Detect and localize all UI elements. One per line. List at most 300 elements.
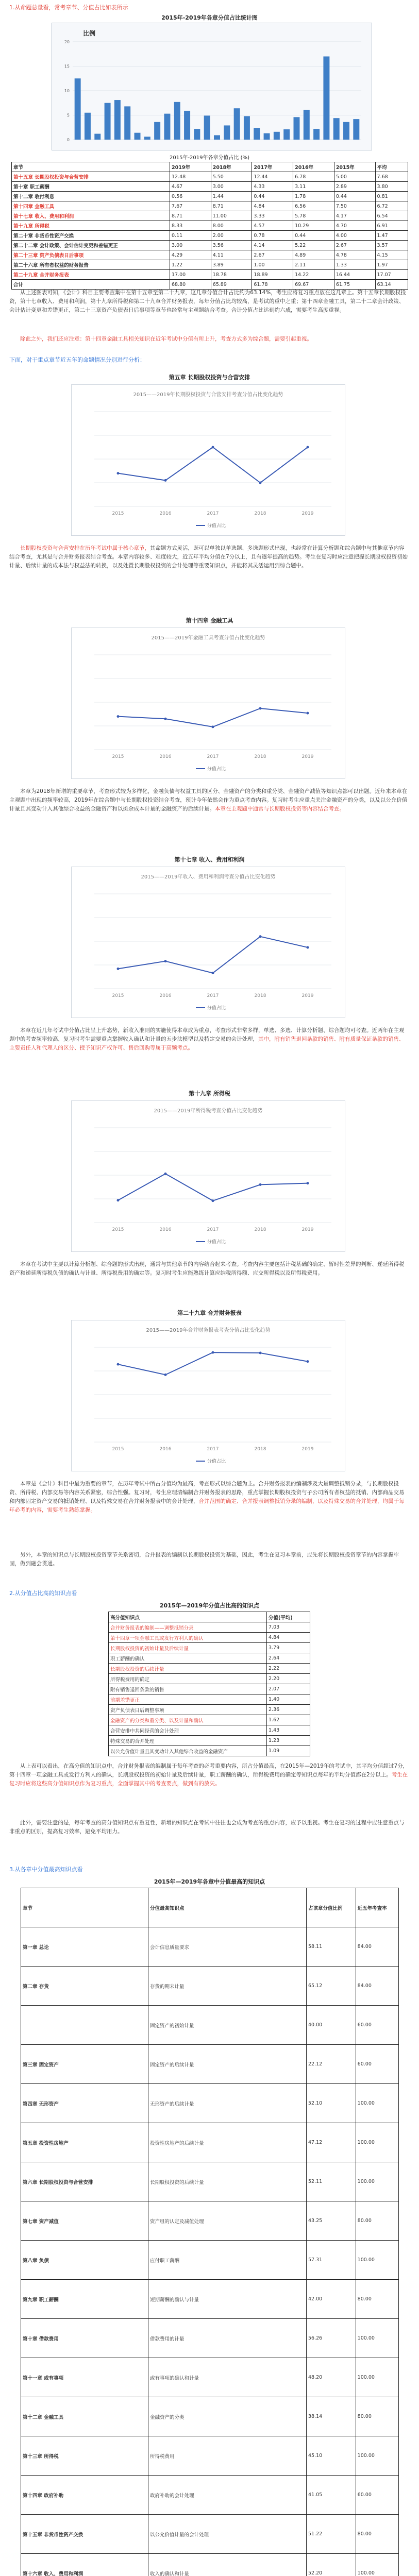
table-row: [21, 2397, 399, 2436]
x-tick-label: 2016: [159, 1447, 172, 1452]
table-cell: 100.00: [356, 2241, 398, 2280]
table-cell: 4.57: [252, 221, 293, 231]
table-cell: 第十四章一项金融工具或发行方利人的确认: [109, 1633, 267, 1643]
table-cell: 58.11: [307, 1927, 356, 1967]
table-cell: 第二章 存货: [21, 1967, 148, 2006]
table-cell: 以公允价值计量的会计处理: [148, 2515, 307, 2554]
table-cell: 第五章 投资性房地产: [21, 2123, 148, 2162]
table2-caption: 2015年—2019年分值占比高的知识点: [159, 1602, 260, 1609]
ch19-point: [164, 1173, 167, 1175]
table-cell: 1.78: [293, 192, 334, 201]
intro-line: 1.从命题总量看，常考章节、分值占比如表所示: [9, 4, 128, 11]
table-cell: 47.12: [307, 2123, 356, 2162]
table-cell: 所得税费用的确定: [109, 1674, 267, 1684]
table-row: [21, 2241, 399, 2280]
table-cell: 1.62: [267, 1715, 310, 1725]
table-cell: 7.03: [267, 1622, 310, 1633]
table-cell: 5.50: [211, 172, 252, 182]
bar: [135, 133, 141, 140]
y-tick-label: 10: [64, 89, 70, 93]
ch14-series-line: [118, 708, 308, 727]
table-row: [21, 2045, 399, 2084]
x-tick-label: 2015: [112, 1227, 124, 1232]
ch14-point: [212, 725, 214, 728]
table-cell: 1.23: [267, 1736, 310, 1746]
table-row: [12, 192, 408, 201]
y-tick-label: 20: [64, 40, 70, 44]
table-cell: 第九章 职工薪酬: [21, 2280, 148, 2319]
table-header-cell: 2017年: [252, 162, 293, 172]
table-cell: 52.10: [307, 2084, 356, 2123]
table-header-cell: 占该章分值比例: [307, 1888, 356, 1927]
ch17-point: [164, 960, 167, 962]
table-cell: 5.22: [293, 241, 334, 250]
table-cell: 3.11: [293, 182, 334, 192]
bar: [224, 125, 230, 140]
table-cell: 第十五章 非货币性资产交换: [21, 2515, 148, 2554]
table-header-cell: 2016年: [293, 162, 334, 172]
table-cell: 合营安排中共同经营的会计处理: [109, 1725, 267, 1736]
table-cell: 60.00: [356, 2476, 398, 2515]
table-row: [109, 1725, 310, 1736]
table-cell: 第十四章 政府补助: [21, 2476, 148, 2515]
table-cell: 1.22: [170, 260, 211, 270]
table-cell: 第七章 资产减值: [21, 2201, 148, 2241]
table-cell: 资产组的认定及减值处理: [148, 2201, 307, 2241]
ch29-point: [164, 1374, 167, 1376]
table-cell: 8.33: [170, 221, 211, 231]
table-cell: 资产负债表日后调整事项: [109, 1705, 267, 1715]
section2-line: 2.从分值占比高的知识点看: [9, 1590, 77, 1597]
table-cell: 收入的确认和计量: [148, 2554, 307, 2576]
ch29-legend-label: 分值占比: [207, 1459, 226, 1464]
table-cell: 60.00: [356, 2045, 398, 2084]
ch29-chart: [71, 1320, 345, 1471]
top-chart: [52, 23, 372, 150]
ch5-chart-title: 2015——2019年长期股权投资与合营安排考查分值占比变化趋势: [133, 392, 283, 398]
table-cell: 2.20: [267, 1674, 310, 1684]
ch14-caption: 第十四章 金融工具: [186, 617, 233, 624]
table-row: [21, 2280, 399, 2319]
table-cell: 所得税费用: [148, 2436, 307, 2476]
table-cell: 43.25: [307, 2201, 356, 2241]
table-header-row: [21, 1888, 399, 1927]
ch14-point: [259, 707, 262, 709]
x-tick-label: 2016: [159, 993, 172, 998]
table-header-cell: 2019年: [170, 162, 211, 172]
table-row: [109, 1633, 310, 1643]
table-cell: 3.00: [211, 182, 252, 192]
bar: [293, 117, 299, 140]
table-cell: 长期股权投资的后续计量: [109, 1664, 267, 1674]
ch19-chart-title: 2015——2019年所得税考查分值占比变化趋势: [154, 1108, 263, 1114]
table-row: [21, 2476, 399, 2515]
y-tick-label: 15: [64, 64, 70, 69]
table-cell: 4.78: [334, 250, 375, 260]
table-cell: 100.00: [356, 2123, 398, 2162]
table-row: [109, 1684, 310, 1694]
x-tick-label: 2015: [112, 993, 124, 998]
table-cell: 第十四章 金融工具: [12, 201, 170, 211]
x-tick-label: 2016: [159, 511, 172, 516]
bar: [204, 115, 210, 140]
table-cell: 7.50: [334, 201, 375, 211]
table-cell: 1.43: [267, 1725, 310, 1736]
ch5-point: [212, 446, 214, 449]
x-tick-label: 2015: [112, 1447, 124, 1452]
ch17-point: [212, 972, 214, 974]
table-cell: 10.29: [293, 221, 334, 231]
table-cell: 第十二章 收付利息: [12, 192, 170, 201]
bar: [323, 57, 329, 140]
table-cell: 第十七章 收入、费用和利润: [12, 211, 170, 221]
ch29-paragraph-2: 另外，本章的知识点与长期股权投资章节关系密切，合并报表的编制以长期股权投资为基础，因此，考生在复习本章前，应先将长期股权投资章节的内容掌握牢固，做到融会贯通。: [9, 1552, 399, 1567]
bar: [85, 113, 91, 140]
ch5-point: [259, 482, 262, 484]
table-cell: 41.05: [307, 2476, 356, 2515]
table-cell: 4.67: [170, 182, 211, 192]
x-tick-label: 2017: [207, 754, 219, 759]
table-cell: 42.00: [307, 2280, 356, 2319]
table-row: [12, 280, 408, 290]
bar: [274, 132, 280, 140]
table-row: [12, 182, 408, 192]
table-cell: 4.84: [252, 201, 293, 211]
table-cell: 65.89: [211, 280, 252, 290]
ch5-point: [117, 472, 120, 474]
table-cell: 6.72: [375, 201, 408, 211]
table-cell: 1.33: [334, 260, 375, 270]
table-cell: 1.09: [267, 1746, 310, 1756]
table-cell: 18.89: [252, 270, 293, 280]
ch14-point: [307, 712, 309, 715]
ch17-chart-title: 2015——2019年收入、费用和利润考查分值占比变化趋势: [141, 874, 276, 880]
ch29-series-line: [118, 1352, 308, 1375]
bar: [194, 129, 200, 140]
table-cell: 第十二章 金融工具: [21, 2397, 148, 2436]
table-cell: 第二十九章 合并财务报表: [12, 270, 170, 280]
table-row: [109, 1664, 310, 1674]
table-cell: 固定资产的初始计量: [148, 2006, 307, 2045]
table-cell: 65.12: [307, 1967, 356, 2006]
ch17-legend-label: 分值占比: [207, 1006, 226, 1011]
table-row: [12, 260, 408, 270]
table-cell: 第三章 固定资产: [21, 2045, 148, 2084]
ch19-paragraph: 本章在考试中主要以计算分析题、综合题的形式出现，通常与其他章节的内容结合起来考查。考查内容主要包括计税基础的确定、暂时性差异的判断、递延所得税资产和递延所得税负债的确认与计量、所得税费用的确定等。复习时考生应能熟练计算应纳税所得额、应交所得税以及所得税费用。: [9, 1261, 405, 1276]
y-tick-label: 0: [66, 138, 70, 142]
bar: [214, 135, 220, 140]
x-tick-label: 2018: [254, 1447, 266, 1452]
bar: [283, 129, 290, 140]
table-cell: 4.70: [334, 221, 375, 231]
table-cell: 57.31: [307, 2241, 356, 2280]
table-cell: 金融资产的分类和重分类、以及计量和确认: [109, 1715, 267, 1725]
ch29-point: [117, 1363, 120, 1366]
bar: [174, 102, 180, 140]
table-cell: 4.29: [170, 250, 211, 260]
table-cell: 第十章 职工薪酬: [12, 182, 170, 192]
table-cell: 8.71: [170, 211, 211, 221]
table-cell: 6.56: [293, 201, 334, 211]
table-cell: 第十一章 或有事项: [21, 2358, 148, 2397]
table-row: [109, 1736, 310, 1746]
ch5-chart-svg: [72, 385, 345, 535]
table-cell: 第四章 无形资产: [21, 2084, 148, 2123]
x-tick-label: 2019: [301, 1447, 314, 1452]
table-row: [21, 2084, 399, 2123]
table-cell: 7.68: [375, 172, 408, 182]
table-cell: 1.97: [375, 260, 408, 270]
table-cell: 投资性房地产的后续计量: [148, 2123, 307, 2162]
table-row: [12, 211, 408, 221]
bar: [154, 122, 160, 140]
table-row: [21, 2319, 399, 2358]
table-row: [109, 1705, 310, 1715]
table-row: [21, 2436, 399, 2476]
table-row: [21, 1927, 399, 1967]
table-cell: 48.20: [307, 2358, 356, 2397]
table-cell: 4.33: [252, 182, 293, 192]
table-cell: 5.00: [334, 172, 375, 182]
table-cell: 0.56: [170, 192, 211, 201]
table-cell: 3.56: [211, 241, 252, 250]
ch19-chart: [71, 1100, 345, 1252]
ch14-chart-title: 2015——2019年金融工具考查分值占比变化趋势: [151, 635, 265, 641]
table-cell: 60.00: [356, 2006, 398, 2045]
ch14-chart: [71, 628, 345, 779]
section-lead: 下面，对于重点章节近五年的命题情况分别进行分析：: [9, 357, 145, 363]
table-cell: 会计信息质量要求: [148, 1927, 307, 1967]
table-cell: 22.12: [307, 2045, 356, 2084]
ch14-legend-label: 分值占比: [207, 767, 226, 772]
table-row: [21, 2162, 399, 2201]
table-row: [21, 2515, 399, 2554]
table-cell: 2.89: [334, 182, 375, 192]
table-cell: 3.33: [252, 211, 293, 221]
section2-paragraph: 从上表可以看出，在高分值的知识点中，合并财务报表的编制属于每年考查的必考重要内容，所占分值最高，在2015年—2019年的考试中，其平均分值超过7分，第十四章一项金融工具或发行方利人的确认，长期股权投资的初始计量及后续计量，职工薪酬的确认，所得税费用的确定等知识点每年的平均分值都在2分以上。考生在复习时应将这些高分值知识点作为复习重点，全面掌握其中的考查要点，做到有的放矢。: [9, 1763, 409, 1787]
table-cell: 68.80: [170, 280, 211, 290]
table-cell: 52.11: [307, 2162, 356, 2201]
table-cell: 金融资产的分类: [148, 2397, 307, 2436]
table-cell: 17.00: [170, 270, 211, 280]
x-tick-label: 2019: [301, 754, 314, 759]
table-cell: 100.00: [356, 2436, 398, 2476]
table-row: [12, 221, 408, 231]
table-cell: 长期股权投资的初始计量及后续计量: [109, 1643, 267, 1653]
table-row: [21, 2123, 399, 2162]
table-cell: 4.11: [211, 250, 252, 260]
ch17-chart: [71, 867, 345, 1018]
ch17-series-line: [118, 937, 308, 973]
table-cell: 17.07: [375, 270, 408, 280]
table-cell: 80.00: [356, 2280, 398, 2319]
table-cell: 84.00: [356, 1927, 398, 1967]
top-chart-svg: [52, 23, 372, 150]
table-cell: 应付职工薪酬: [148, 2241, 307, 2280]
table-cell: 12.44: [252, 172, 293, 182]
ch5-point: [307, 446, 309, 449]
bar: [94, 134, 100, 140]
x-tick-label: 2016: [159, 1227, 172, 1232]
bar: [234, 108, 240, 140]
table-cell: 3.57: [375, 241, 408, 250]
ch5-paragraph: 长期股权投资与合营安排在历年考试中属于核心章节，其命题方式灵活，既可以单独以单选题、多选题形式出现，也经常在计算分析题和综合题中与其他章节内容结合考查，尤其是与合并财务报表结合考查。本章内容较多、难度较大，近五年平均分值在7分以上，且有逐年提高的趋势。考生在复习时应注意把握长期股权投资初始计量、后续计量的成本法与权益法的转换，以及处置长期股权投资的会计处理等重要知识点，并能将其灵活运用到综合题中。: [9, 545, 408, 569]
table-header-cell: 2015年: [334, 162, 375, 172]
table-header-cell: 章节: [12, 162, 170, 172]
table-cell: 第八章 负债: [21, 2241, 148, 2280]
ch17-caption: 第十七章 收入、费用和利润: [174, 856, 245, 863]
table-cell: 7.67: [170, 201, 211, 211]
table-cell: 2.67: [252, 250, 293, 260]
table-cell: 100.00: [356, 2162, 398, 2201]
table-cell: 1.47: [375, 231, 408, 241]
table-cell: 第二十六章 所有者权益的财务报告: [12, 260, 170, 270]
ch29-chart-title: 2015——2019年合并财务报表考查分值占比变化趋势: [146, 1328, 271, 1333]
bar: [254, 128, 260, 140]
table-row: [21, 2554, 399, 2576]
table-row: [109, 1643, 310, 1653]
table-row: [109, 1694, 310, 1705]
table-cell: 16.44: [334, 270, 375, 280]
table-cell: 借款费用的计量: [148, 2319, 307, 2358]
table1-caption: 2015年-2019年各章分值占比 (%): [170, 155, 249, 161]
table-cell: 2.22: [267, 1664, 310, 1674]
table-cell: 52.20: [307, 2554, 356, 2576]
top-chart-legend: 比例: [83, 30, 96, 37]
table-cell: 长期股权投资的后续计量: [148, 2162, 307, 2201]
table-row: [12, 172, 408, 182]
table-cell: 2.11: [293, 260, 334, 270]
table-cell: 0.11: [170, 231, 211, 241]
table-cell: 38.14: [307, 2397, 356, 2436]
table-cell: 0.44: [252, 192, 293, 201]
ch17-paragraph: 本章在近几年考试中分值占比呈上升态势，新收入准则的实施使得本章成为重点，考查形式非常多样，单选、多选、计算分析题、综合题均可考查。近两年在主观题中的考查频率较高，复习时考生需要重点掌握收入确认和计量的五步法模型以及特定交易的会计处理，其中，附有销售退回条款的销售、附有质量保证条款的销售、主要责任人和代理人的区分、授予知识产权许可、售后回购等属于高频考点。: [9, 1027, 405, 1051]
table-cell: 4.15: [375, 250, 408, 260]
table-cell: 特殊交易的合并处理: [109, 1736, 267, 1746]
table-cell: 第十章 借款费用: [21, 2319, 148, 2358]
ch19-point: [259, 1183, 262, 1186]
table-cell: 2.67: [334, 241, 375, 250]
table-row: [109, 1715, 310, 1725]
ch19-point: [117, 1199, 120, 1201]
table-cell: 61.75: [334, 280, 375, 290]
table-cell: 3.89: [211, 260, 252, 270]
ch17-point: [117, 968, 120, 970]
bar: [333, 118, 340, 140]
table-cell: 前期差错更正: [109, 1694, 267, 1705]
x-tick-label: 2016: [159, 754, 172, 759]
ch17-point: [259, 935, 262, 938]
table-cell: 80.00: [356, 2515, 398, 2554]
table-cell: 第十五章 长期股权投资与合营安排: [12, 172, 170, 182]
ch29-point: [212, 1351, 214, 1354]
table-cell: 2.36: [267, 1705, 310, 1715]
table-cell: 合并财务报表的编制——调整抵销分录: [109, 1622, 267, 1633]
table-row: [12, 270, 408, 280]
table-row: [21, 2201, 399, 2241]
table-cell: 56.26: [307, 2319, 356, 2358]
bar: [313, 129, 320, 140]
table-cell: 63.14: [375, 280, 408, 290]
table-cell: 第十九章 所得税: [12, 221, 170, 231]
x-tick-label: 2017: [207, 511, 219, 516]
table-cell: 4.84: [267, 1633, 310, 1643]
ch17-chart-svg: [72, 867, 345, 1018]
ch19-series-line: [118, 1174, 308, 1200]
table-header-cell: 平均: [375, 162, 408, 172]
table-row: [21, 1967, 399, 2006]
ch5-chart: [71, 384, 345, 536]
table-cell: 4.17: [334, 211, 375, 221]
table-cell: 第二十二章 会计政策、会计估计变更和差错更正: [12, 241, 170, 250]
x-tick-label: 2019: [301, 511, 314, 516]
bar: [105, 103, 111, 140]
table-cell: 第十六章 收入、费用和利润: [21, 2554, 148, 2576]
table-header-row: [12, 162, 408, 172]
ch19-caption: 第十九章 所得税: [189, 1090, 230, 1097]
table-cell: 政府补助的会计处理: [148, 2476, 307, 2515]
bar: [343, 122, 349, 140]
table-cell: 固定资产的后续计量: [148, 2045, 307, 2084]
section2-paragraph-2: 此外，需要注意的是，每年考查的高分值知识点有重复性，新增的知识点在考试中往往也会成为考查的重点内容，应予以重视。考生在复习的过程中应注意重点与非重点的区别，提高复习效率，避免平均用力。: [9, 1820, 405, 1835]
table-row: [12, 241, 408, 250]
table-cell: 合计: [12, 280, 170, 290]
y-tick-label: 5: [66, 113, 70, 118]
table-row: [12, 201, 408, 211]
table3: [21, 1888, 399, 2576]
table-cell: 100.00: [356, 2319, 398, 2358]
table-cell: 2.64: [267, 1653, 310, 1664]
table-cell: 6.54: [375, 211, 408, 221]
top-chart-title: 2015年-2019年各章分值占比统计图: [161, 14, 258, 21]
table-cell: 100.00: [356, 2084, 398, 2123]
table-cell: 0.81: [375, 192, 408, 201]
table-cell: 第一章 总论: [21, 1927, 148, 1967]
table-cell: 3.79: [267, 1643, 310, 1653]
x-tick-label: 2019: [301, 1227, 314, 1232]
table-cell: 第二十章 非货币性资产交换: [12, 231, 170, 241]
ch19-point: [307, 1182, 309, 1184]
bar: [353, 119, 359, 140]
table-cell: 或有事项的确认和计量: [148, 2358, 307, 2397]
table-row: [109, 1674, 310, 1684]
table2: [108, 1612, 310, 1756]
table-cell: 2.00: [211, 231, 252, 241]
bar: [244, 116, 250, 140]
table-cell: 2.07: [267, 1684, 310, 1694]
ch19-chart-svg: [72, 1101, 345, 1251]
table-cell: 100.00: [356, 2554, 398, 2576]
bar: [264, 133, 270, 140]
ch5-legend-label: 分值占比: [207, 523, 226, 529]
table-cell: 4.89: [293, 250, 334, 260]
bar: [164, 114, 170, 140]
paragraph-1: 从上述图表可知，《会计》科目主要考查集中在第十五章至第二十九章，这几章分值合计占比约为63.14%，考生应将复习重点放在这几章上。第十五章长期股权投资，第十七章收入、费用和利润，第十九章所得税和第二十九章合并财务报表，每年分值占比均较高，是考试的重中之重；第十四章金融工具，第二十二章会计政策、会计估计变更和差错更正，第二十三章资产负债表日后事项等章节也经常与主观题结合考查。合计分值占比达到约六成，需要考生高度重视。: [9, 290, 406, 313]
ch17-point: [307, 946, 309, 948]
bar: [124, 106, 130, 140]
table-row: [12, 250, 408, 260]
table-cell: 第二十三章 资产负债表日后事项: [12, 250, 170, 260]
table-cell: 以公允价值计量且其变动计入其他综合收益的金融资产: [109, 1746, 267, 1756]
bar: [75, 78, 81, 140]
table-header-cell: 章节: [21, 1888, 148, 1927]
x-tick-label: 2017: [207, 1227, 219, 1232]
ch19-point: [212, 1199, 214, 1202]
ch29-point: [307, 1360, 309, 1363]
ch29-point: [259, 1352, 262, 1354]
x-tick-label: 2019: [301, 993, 314, 998]
x-tick-label: 2018: [254, 754, 266, 759]
